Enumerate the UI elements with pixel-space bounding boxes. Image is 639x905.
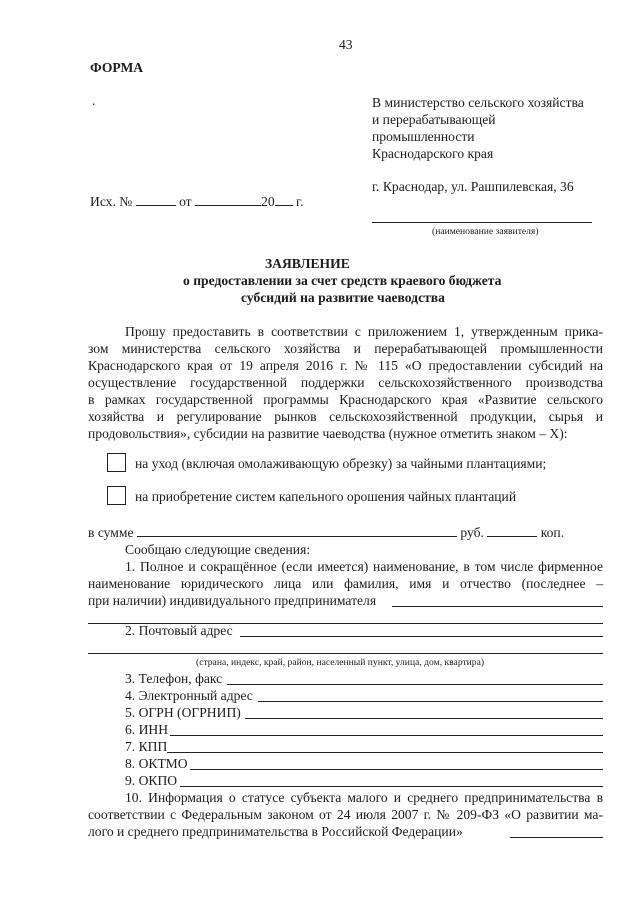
oktmo-field[interactable] — [190, 769, 603, 770]
phone-label: 3. Телефон, факс — [125, 671, 223, 686]
address-caption: (страна, индекс, край, район, населенный пункт, улица, дом, квартира) — [196, 657, 485, 668]
paragraph-line: в рамках государственной программы Краснодарского края «Развитие сельского — [88, 392, 603, 407]
document-subtitle: о предоставлении за счет средств краевого бюджета — [183, 273, 502, 288]
inn-label: 6. ИНН — [125, 722, 169, 737]
paragraph-line: зом министерства сельского хозяйства и перерабатывающей промышленности — [88, 341, 603, 356]
option-care-checkbox[interactable] — [107, 453, 126, 472]
item10-line: 10. Информация о статусе субъекта малого и среднего предпринимательства в — [125, 790, 603, 805]
email-label: 4. Электронный адрес — [125, 688, 253, 703]
addressee-line: В министерство сельского хозяйства — [372, 95, 584, 110]
year-prefix: 20 — [261, 194, 275, 209]
paragraph-line: осуществление государственной поддержки сельскохозяйственного производства — [88, 375, 603, 390]
document-subtitle: субсидий на развитие чаеводства — [241, 290, 445, 305]
postal-address-field-2[interactable] — [88, 653, 603, 654]
outgoing-no-label: Исх. № — [90, 194, 133, 209]
sum-label: в сумме — [88, 525, 134, 540]
inn-field[interactable] — [170, 735, 603, 736]
sme-status-field[interactable] — [510, 837, 603, 838]
paragraph-line: Краснодарского края от 19 апреля 2016 г. № 115 «О предоставлении субсидий на — [88, 358, 603, 373]
addressee-line: промышленности — [372, 129, 475, 144]
item1-line: при наличии) индивидуального предпринимателя — [88, 593, 377, 608]
outgoing-ref — [90, 192, 303, 210]
paragraph-line: Прошу предоставить в соответствии с приложением 1, утвержденным прика- — [125, 324, 603, 339]
page-number: 43 — [339, 37, 353, 52]
sum-rub-field[interactable] — [137, 523, 457, 537]
item1-line: наименование юридического лица или фамилия, имя и отчество (последнее – — [88, 576, 603, 591]
info-intro: Сообщаю следующие сведения: — [125, 542, 311, 557]
sum-row — [88, 523, 564, 541]
date-from-label: от — [179, 194, 192, 209]
paragraph-line: продовольствия», субсидии на развитие чаеводства (нужное отметить знаком – Х): — [88, 426, 568, 441]
option-irrigation-label: на приобретение систем капельного орошения чайных плантаций — [135, 489, 517, 504]
outgoing-no-field[interactable] — [136, 192, 176, 206]
option-care-label: на уход (включая омолаживающую обрезку) за чайными плантациями; — [135, 456, 547, 471]
paragraph-line: хозяйства и регулирование рынков сельскохозяйственной продукции, сырья и — [88, 409, 603, 424]
sum-kop-field[interactable] — [487, 523, 537, 537]
kop-label: коп. — [540, 525, 565, 540]
addressee-line: Краснодарского края — [372, 146, 494, 161]
rub-label: руб. — [460, 525, 484, 540]
ogrn-field[interactable] — [245, 718, 603, 719]
phone-field[interactable] — [227, 684, 603, 685]
ogrn-label: 5. ОГРН (ОГРНИП) — [125, 705, 241, 720]
kpp-field[interactable] — [167, 752, 603, 753]
postal-address-field[interactable] — [240, 636, 603, 637]
item10-line: лого и среднего предпринимательства в Российской Федерации» — [88, 824, 463, 839]
item2-label: 2. Почтовый адрес — [125, 623, 233, 638]
kpp-label: 7. КПП — [125, 739, 168, 754]
item1-name-field[interactable] — [392, 606, 603, 607]
stray-dot: . — [92, 93, 96, 108]
applicant-name-field[interactable] — [372, 222, 592, 223]
oktmo-label: 8. ОКТМО — [125, 756, 188, 771]
year-suffix: г. — [296, 194, 304, 209]
city-address: г. Краснодар, ул. Рашпилевская, 36 — [372, 179, 574, 194]
okpo-label: 9. ОКПО — [125, 773, 178, 788]
item10-line: соответствии с Федеральным законом от 24 июля 2007 г. № 209-ФЗ «О развитии ма- — [88, 807, 603, 822]
year-field[interactable] — [275, 192, 293, 206]
addressee-line: и перерабатывающей — [372, 112, 496, 127]
item1-line: 1. Полное и сокращённое (если имеется) наименование, в том числе фирменное — [125, 559, 603, 574]
applicant-caption: (наименование заявителя) — [432, 226, 539, 237]
document-title: ЗАЯВЛЕНИЕ — [265, 256, 350, 271]
date-field[interactable] — [195, 192, 261, 206]
email-field[interactable] — [258, 701, 603, 702]
okpo-field[interactable] — [180, 786, 603, 787]
option-irrigation-checkbox[interactable] — [107, 486, 126, 505]
form-label: ФОРМА — [90, 60, 144, 75]
